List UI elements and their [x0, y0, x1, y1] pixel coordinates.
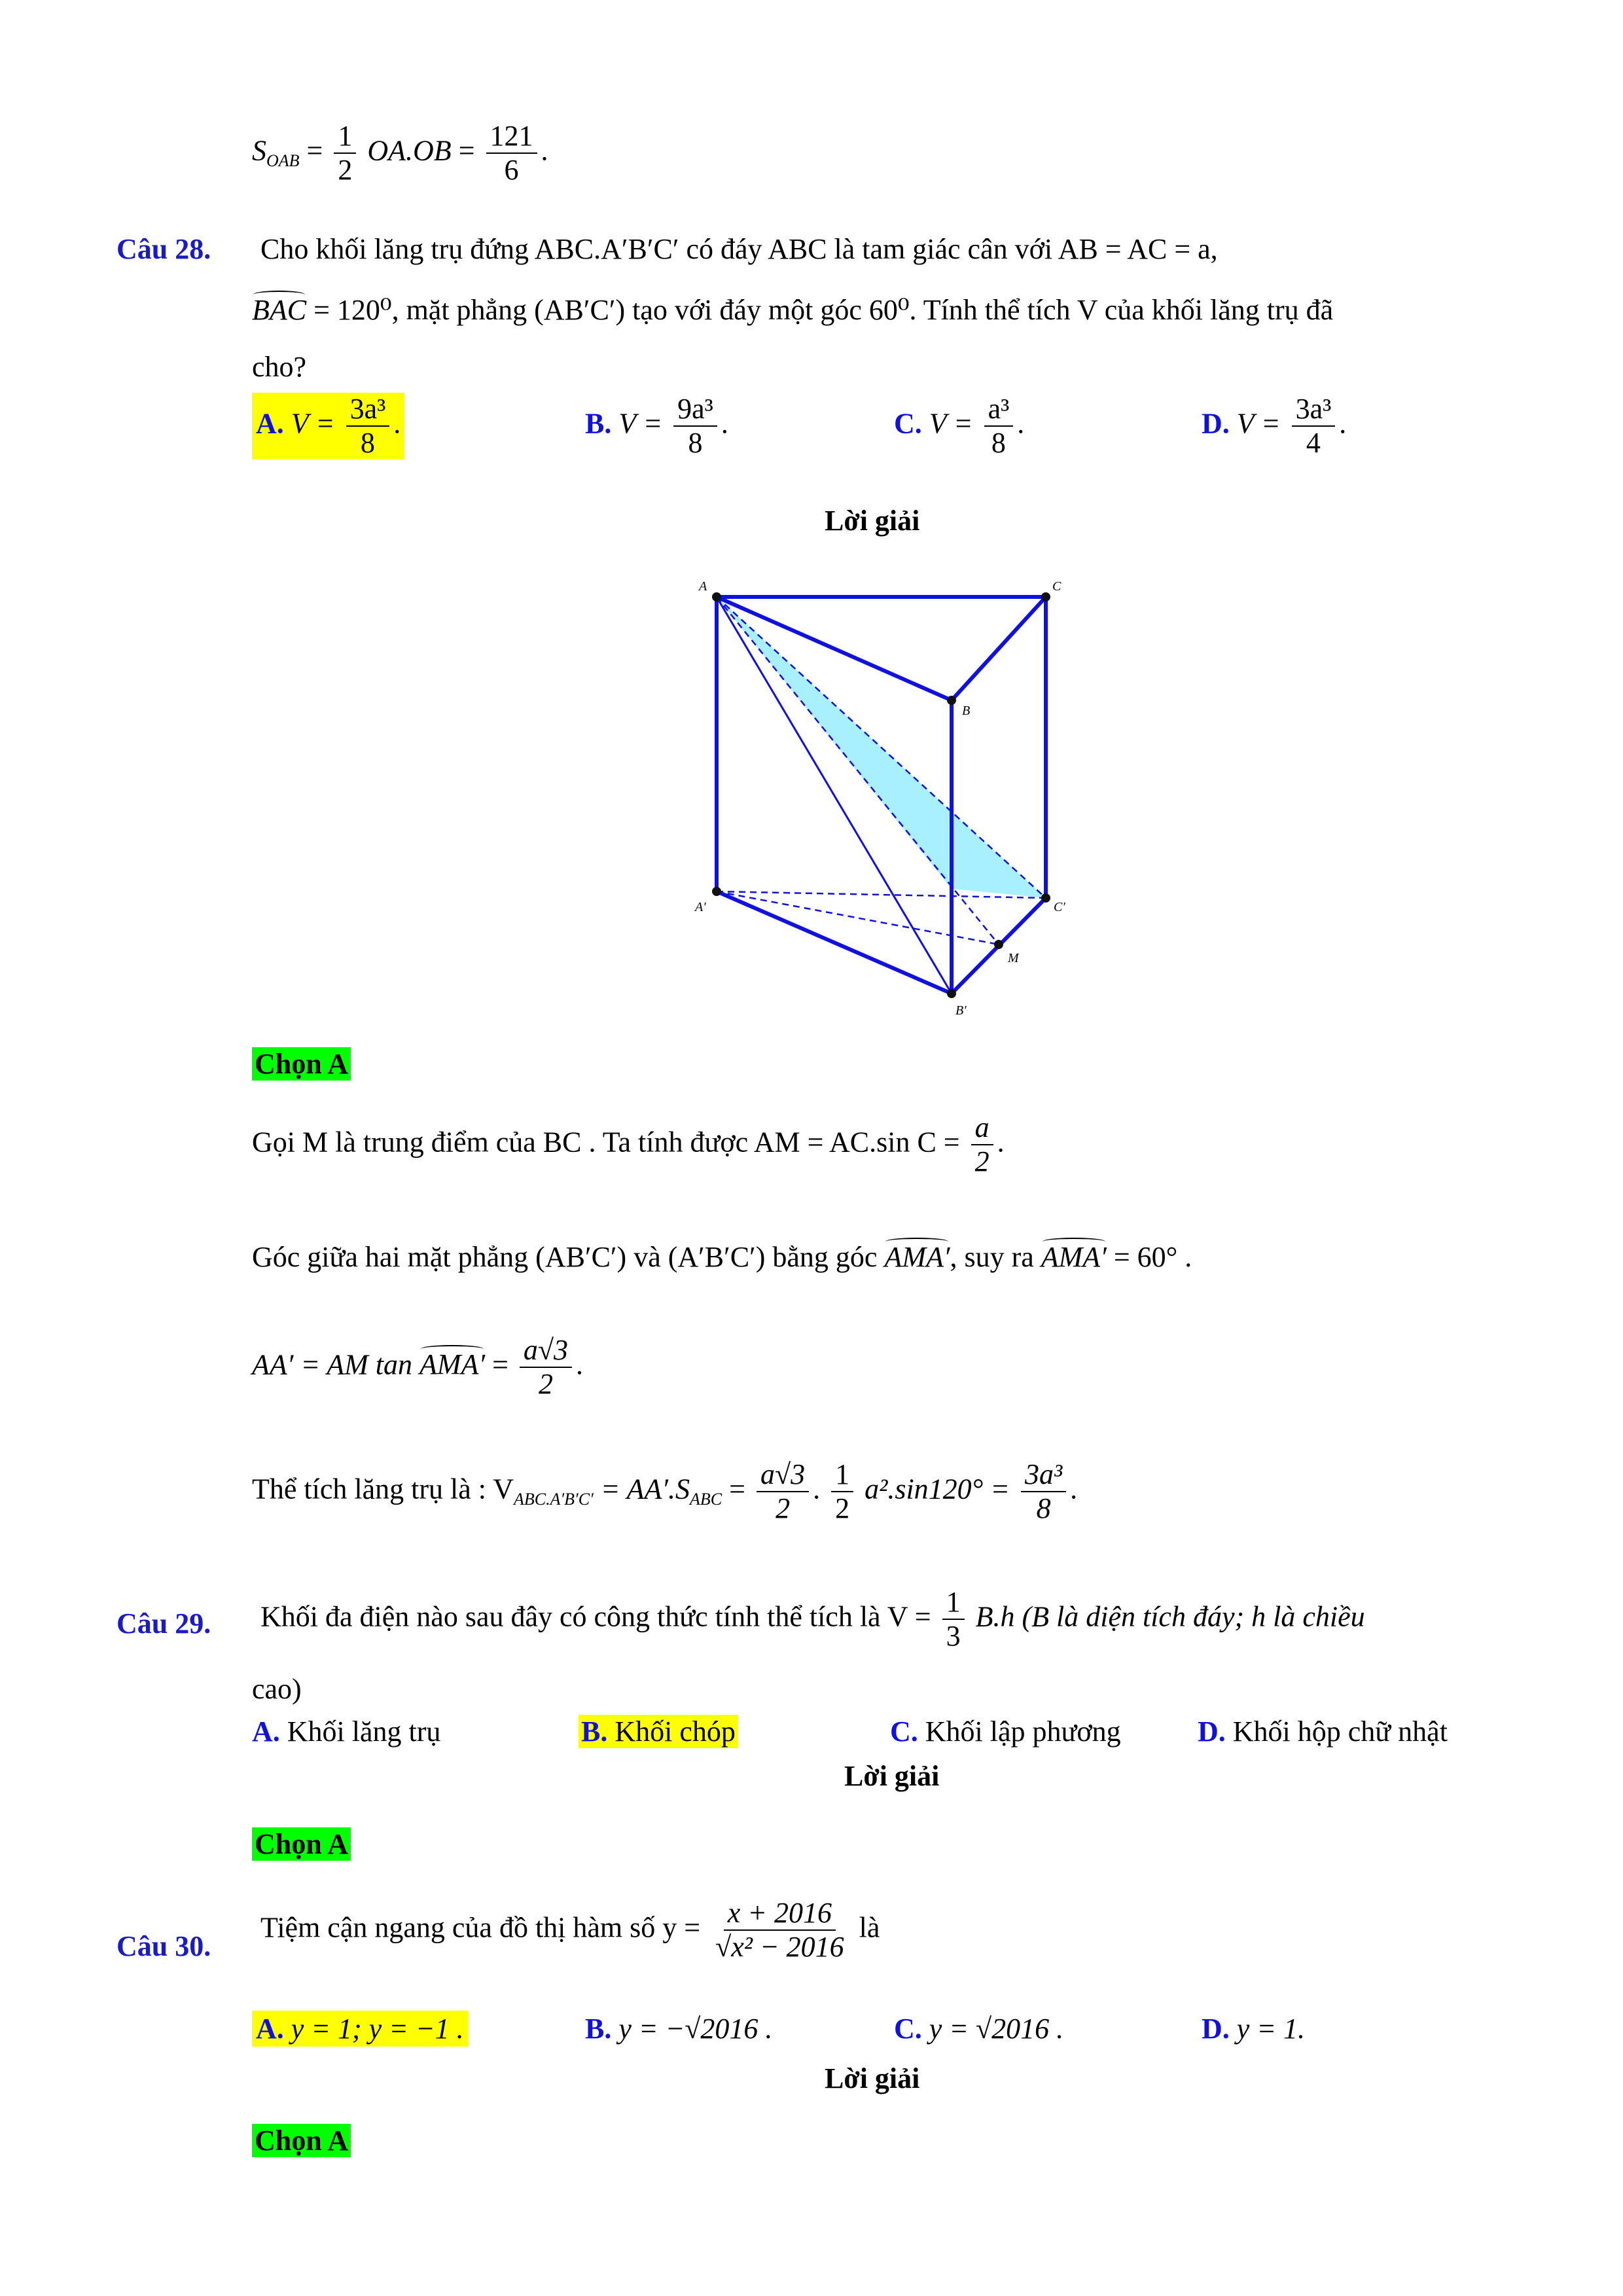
- fraction: [486, 121, 537, 185]
- step-text: =: [492, 1348, 508, 1381]
- fraction: [971, 1113, 993, 1177]
- frac-num: 121: [486, 121, 537, 154]
- q28-option-c[interactable]: C. V = $\frac{\text{a³}}{8}$ .: [894, 393, 1025, 459]
- step-text: Góc giữa hai mặt phẳng (AB′C′) và (A′B′C′) bằng góc: [252, 1241, 878, 1273]
- step-text: Thể tích lăng trụ là : V: [252, 1473, 514, 1505]
- fraction: [346, 394, 390, 458]
- q29-option-a[interactable]: [252, 1715, 440, 1748]
- step-sub: ABC: [690, 1490, 722, 1509]
- option-lhs: V =: [1236, 407, 1281, 440]
- q30-line1: [260, 1898, 880, 1962]
- fraction: [711, 1898, 848, 1962]
- q28-option-a[interactable]: A. V = $\frac{\text{3a³}}{8}$ .: [252, 393, 404, 459]
- fraction: [673, 394, 717, 458]
- option-letter: B.: [581, 1715, 608, 1748]
- edge-a1b1: [717, 891, 952, 994]
- angle-ama1: AMA′: [419, 1348, 486, 1381]
- top-formula-lhs-sub: OAB: [266, 151, 300, 171]
- label-b1: B′: [955, 1003, 967, 1018]
- fraction: [757, 1460, 809, 1524]
- frac-num: a³: [984, 394, 1014, 427]
- q29-choose: Chọn A: [252, 1827, 351, 1861]
- fraction: [1292, 394, 1336, 458]
- option-letter: A.: [256, 2013, 284, 2045]
- dashed-am: [717, 597, 999, 944]
- option-text: Khối hộp chữ nhật: [1232, 1715, 1448, 1748]
- label-c1: C′: [1054, 900, 1065, 914]
- angle-ama1: AMA′: [884, 1241, 950, 1273]
- frac-den: 8: [360, 427, 375, 459]
- frac-den: 6: [504, 154, 519, 187]
- label-a1: A′: [695, 900, 706, 914]
- option-letter: D.: [1198, 1715, 1226, 1748]
- q30-label: Câu 30.: [116, 1930, 211, 1962]
- option-letter: C.: [890, 1715, 918, 1748]
- q28-step4: Thể tích lăng trụ là : $V_{ABC.A'B'C'} = AA'.S_{ABC}$ = $\frac{a√3}{2}$ . $\frac{1}{2}$ a².sin120° = $\frac{\text{3a³}}{8}$ .: [252, 1458, 1078, 1525]
- point-a1: [712, 887, 721, 896]
- option-lhs: V =: [291, 407, 335, 440]
- step-text: AA′ = AM tan: [252, 1348, 413, 1381]
- q29-line2: cao): [252, 1673, 302, 1705]
- q30-option-b[interactable]: [581, 2011, 776, 2047]
- q28-option-d[interactable]: D. V = $\frac{\text{3a³}}{4}$ .: [1202, 393, 1347, 459]
- point-c: [1041, 592, 1050, 601]
- frac-den: 8: [1036, 1492, 1051, 1525]
- frac-num: a√3: [520, 1335, 572, 1368]
- frac-num: 1: [831, 1460, 853, 1492]
- step-text: a².sin120° =: [865, 1473, 1010, 1505]
- step-text: = 60° .: [1113, 1241, 1192, 1273]
- frac-num: x + 2016: [724, 1898, 836, 1931]
- frac-num: a√3: [757, 1460, 809, 1492]
- q29-solution-title: Lời giải: [844, 1760, 940, 1792]
- option-text: y = 1.: [1236, 2013, 1306, 2045]
- q28-line1: Cho khối lăng trụ đứng ABC.A′B′C′ có đáy ABC là tam giác cân với AB = AC = a,: [260, 233, 1218, 265]
- option-lhs: V =: [618, 407, 663, 440]
- option-text: y = 1; y = −1 .: [291, 2013, 464, 2045]
- frac-num: 1: [942, 1587, 965, 1620]
- point-a: [712, 592, 721, 601]
- q29-option-d[interactable]: [1198, 1715, 1448, 1748]
- frac-den: 3: [946, 1620, 961, 1653]
- option-text: y = −√2016 .: [618, 2013, 773, 2045]
- q29-line1: [260, 1587, 1365, 1651]
- label-b: B: [962, 704, 971, 718]
- frac-den: 2: [338, 154, 353, 187]
- label-c: C: [1052, 579, 1061, 594]
- step-text: = AA′.S: [600, 1473, 690, 1505]
- q29-option-c[interactable]: [890, 1715, 1121, 1748]
- option-letter: A.: [252, 1715, 280, 1748]
- q30-option-a[interactable]: [252, 2011, 468, 2047]
- top-formula: $S_{OAB}$ = $\frac{1}{2}$ OA.OB = $\frac{121}{6}$ .: [252, 120, 548, 187]
- q30-solution-title: Lời giải: [825, 2062, 920, 2094]
- option-letter: D.: [1202, 2013, 1230, 2045]
- fraction: [334, 121, 356, 185]
- q28-line2: [252, 293, 1333, 327]
- option-text: y = √2016 .: [929, 2013, 1064, 2045]
- point-m: [994, 940, 1003, 949]
- top-formula-lhs: S: [252, 134, 266, 167]
- option-text: Khối lập phương: [925, 1715, 1121, 1748]
- q28-step1: Gọi M là trung điểm của BC . Ta tính được AM = AC.sin C = $\frac{a}{2}$ .: [252, 1111, 1005, 1178]
- edge-bc: [952, 597, 1046, 700]
- option-letter: B.: [585, 2013, 612, 2045]
- frac-den: 2: [974, 1145, 990, 1178]
- frac-den: 2: [835, 1492, 850, 1525]
- q29-option-b[interactable]: [579, 1715, 738, 1748]
- q28-choose: Chọn A: [252, 1047, 351, 1081]
- fraction: [984, 394, 1014, 458]
- q29-text: Khối đa điện nào sau đây có công thức tính thể tích là V =: [260, 1600, 931, 1633]
- frac-den: 2: [538, 1368, 553, 1401]
- frac-num: 3a³: [346, 394, 390, 427]
- option-letter: B.: [585, 407, 612, 440]
- q28-step3: AA′ = AM tan AMA′ = $\frac{a√3}{2}$ .: [252, 1334, 584, 1401]
- frac-num: 9a³: [673, 394, 717, 427]
- option-letter: C.: [894, 2013, 922, 2045]
- q30-option-d[interactable]: [1198, 2011, 1309, 2047]
- label-m: M: [1008, 951, 1019, 965]
- angle-ama1: AMA′: [1041, 1241, 1107, 1273]
- frac-den: √x² − 2016: [715, 1931, 844, 1964]
- q28-angle-bac: BAC: [252, 294, 307, 326]
- step-sub: ABC.A′B′C′: [513, 1490, 594, 1509]
- edge-ab: [717, 597, 952, 700]
- step-text: , suy ra: [950, 1241, 1034, 1273]
- option-letter: C.: [894, 407, 922, 440]
- q28-label: Câu 28.: [116, 233, 211, 265]
- frac-den: 4: [1306, 427, 1321, 459]
- frac-num: 1: [334, 121, 356, 154]
- point-b: [947, 696, 956, 705]
- top-formula-mid: OA.OB: [367, 134, 452, 167]
- option-text: Khối chóp: [615, 1715, 736, 1748]
- point-c1: [1041, 893, 1050, 903]
- q30-text: là: [859, 1911, 880, 1944]
- fraction: [520, 1335, 572, 1399]
- option-letter: A.: [256, 407, 284, 440]
- option-letter: D.: [1202, 407, 1230, 440]
- q28-solution-title: Lời giải: [825, 505, 920, 537]
- prism-figure: [681, 569, 1086, 1028]
- q29-text: B.h (B là diện tích đáy; h là chiều: [975, 1600, 1365, 1633]
- option-text: Khối lăng trụ: [287, 1715, 441, 1748]
- fraction: [1021, 1460, 1066, 1524]
- frac-num: a: [971, 1113, 993, 1145]
- fraction: [942, 1587, 965, 1651]
- frac-num: 3a³: [1021, 1460, 1066, 1492]
- label-a: A: [699, 579, 707, 594]
- frac-num: 3a³: [1292, 394, 1336, 427]
- option-lhs: V =: [929, 407, 973, 440]
- frac-den: 2: [776, 1492, 791, 1525]
- point-b1: [947, 989, 956, 998]
- q28-line2-text: = 120⁰, mặt phẳng (AB′C′) tạo với đáy một góc 60⁰. Tính thể tích V của khối lăng trụ đã: [306, 294, 1334, 326]
- fraction: [831, 1460, 853, 1524]
- dashed-a1m: [717, 891, 999, 944]
- q30-option-c[interactable]: [890, 2011, 1067, 2047]
- dashed-ac1: [717, 597, 1046, 898]
- q28-line3: cho?: [252, 351, 307, 383]
- q30-choose: Chọn A: [252, 2124, 351, 2157]
- q28-step2: [252, 1240, 1192, 1274]
- q28-option-b[interactable]: B. V = $\frac{\text{9a³}}{8}$ .: [585, 393, 728, 459]
- step-text: Gọi M là trung điểm của BC . Ta tính được AM = AC.sin C =: [252, 1126, 960, 1158]
- step-text: =: [729, 1473, 745, 1505]
- frac-den: 8: [688, 427, 703, 459]
- q30-text: Tiệm cận ngang của đồ thị hàm số y =: [260, 1911, 701, 1944]
- frac-den: 8: [991, 427, 1006, 459]
- q29-label: Câu 29.: [116, 1607, 211, 1640]
